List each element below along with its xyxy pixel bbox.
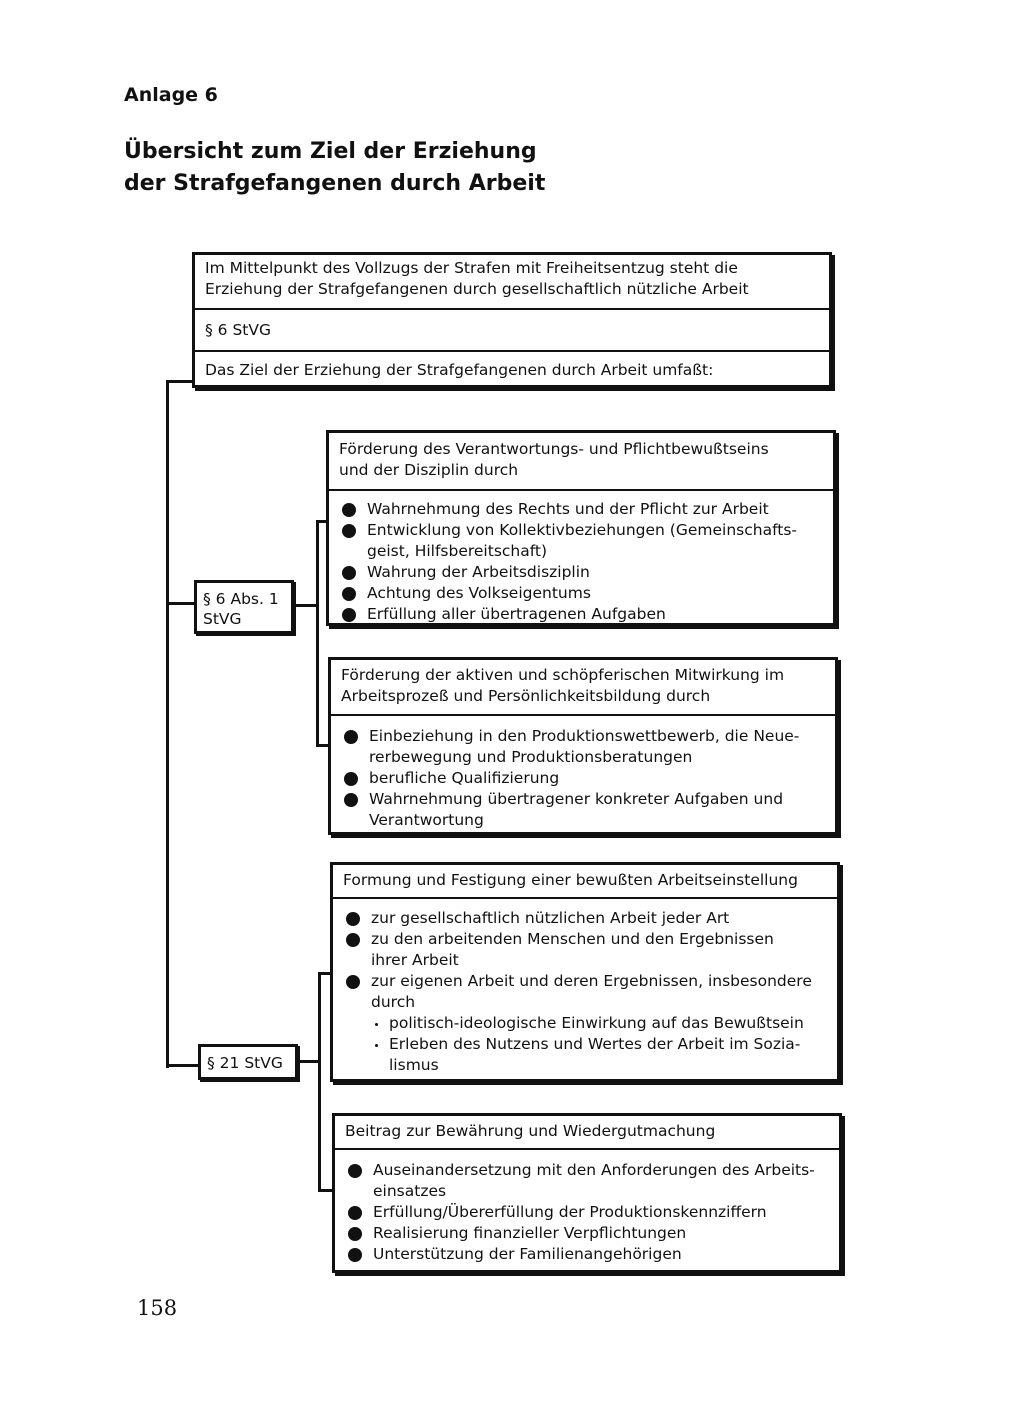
list-item-continuation: einsatzes	[373, 1182, 447, 1200]
box2-heading	[331, 660, 835, 716]
page-title-line-2: der Strafgefangenen durch Arbeit	[124, 171, 546, 196]
list-item-continuation: geist, Hilfsbereitschaft)	[367, 542, 548, 560]
top-box-connector	[166, 380, 194, 383]
page-number: 158	[137, 1296, 178, 1320]
top-box-goal-label: Das Ziel der Erziehung der Strafgefangenen durch Arbeit umfaßt:	[205, 361, 714, 379]
box1-heading-line-1: Förderung des Verantwortungs- und Pflichtbewußtseins	[339, 440, 769, 458]
list-item: Realisierung finanzieller Verpflichtungen	[345, 1223, 831, 1244]
top-box-intro	[195, 255, 829, 310]
list-item: Wahrung der Arbeitsdisziplin	[339, 562, 825, 583]
para-6-abs-1-box	[194, 580, 294, 634]
top-box-intro-line-1: Im Mittelpunkt des Vollzugs der Strafen mit Freiheitsentzug steht die	[205, 259, 738, 277]
list-item: zur eigenen Arbeit und deren Ergebnissen, insbesondere	[343, 971, 829, 992]
box3-heading-text: Formung und Festigung einer bewußten Arbeitseinstellung	[343, 871, 798, 889]
list-item: Achtung des Volkseigentums	[339, 583, 825, 604]
para21-bracket-vertical	[318, 972, 321, 1192]
page-title-line-1: Übersicht zum Ziel der Erziehung	[124, 139, 537, 164]
list-item-continuation: ihrer Arbeit	[371, 951, 459, 969]
box-responsibility-discipline	[326, 430, 836, 626]
list-item: Entwicklung von Kollektivbeziehungen (Gemeinschafts-	[339, 520, 825, 541]
box2-heading-line-1: Förderung der aktiven und schöpferischen Mitwirkung im	[341, 666, 785, 684]
para6-connector	[166, 602, 196, 605]
main-vertical-connector	[166, 380, 169, 1068]
box-work-attitude	[330, 862, 840, 1082]
list-item-continuation: rerbewegung und Produktionsberatungen	[369, 748, 693, 766]
box-probation-reparation	[332, 1113, 842, 1273]
top-box-goal	[195, 352, 829, 385]
para21-bracket-stub	[296, 1060, 320, 1063]
list-item: zur gesellschaftlich nützlichen Arbeit jeder Art	[343, 908, 829, 929]
box4-list	[335, 1150, 839, 1271]
box1-heading	[329, 433, 833, 491]
box2-heading-line-2: Arbeitsprozeß und Persönlichkeitsbildung durch	[341, 687, 711, 705]
annex-label: Anlage 6	[124, 84, 218, 106]
box3-list	[333, 899, 837, 1082]
box2-list	[331, 716, 835, 837]
list-item: Erfüllung aller übertragenen Aufgaben	[339, 604, 825, 625]
top-box-paragraph-label: § 6 StVG	[205, 321, 271, 339]
top-box	[192, 252, 832, 388]
para-6-line-1: § 6 Abs. 1	[203, 590, 279, 608]
para-6-line-2: StVG	[203, 610, 242, 628]
box4-heading	[335, 1116, 839, 1150]
sub-list-item-continuation: lismus	[389, 1056, 439, 1074]
para-21-label: § 21 StVG	[207, 1054, 283, 1072]
list-item: Einbeziehung in den Produktionswettbewerb, die Neue-	[341, 726, 827, 747]
list-item: Erfüllung/Übererfüllung der Produktionskennziffern	[345, 1202, 831, 1223]
para-21-box	[198, 1044, 298, 1080]
box-creative-participation	[328, 657, 838, 835]
para6-bracket-vertical	[316, 520, 319, 746]
list-item: Auseinandersetzung mit den Anforderungen des Arbeits-	[345, 1160, 831, 1181]
para6-bracket-stub	[292, 604, 318, 607]
box4-heading-text: Beitrag zur Bewährung und Wiedergutmachung	[345, 1122, 716, 1140]
list-item: Wahrnehmung übertragener konkreter Aufgaben und	[341, 789, 827, 810]
sub-list-item: politisch-ideologische Einwirkung auf das Bewußtsein	[343, 1013, 829, 1034]
top-box-paragraph	[195, 310, 829, 352]
sub-list-item: Erleben des Nutzens und Wertes der Arbeit im Sozia-	[343, 1034, 829, 1055]
top-box-intro-line-2: Erziehung der Strafgefangenen durch gesellschaftlich nützliche Arbeit	[205, 280, 749, 298]
list-item: berufliche Qualifizierung	[341, 768, 827, 789]
list-item: Wahrnehmung des Rechts und der Pflicht zur Arbeit	[339, 499, 825, 520]
box1-heading-line-2: und der Disziplin durch	[339, 461, 519, 479]
box3-heading	[333, 865, 837, 899]
list-item-continuation: durch	[371, 993, 416, 1011]
list-item-continuation: Verantwortung	[369, 811, 484, 829]
list-item: zu den arbeitenden Menschen und den Ergebnissen	[343, 929, 829, 950]
para21-connector	[166, 1064, 200, 1067]
box1-list	[329, 491, 833, 631]
list-item: Unterstützung der Familienangehörigen	[345, 1244, 831, 1265]
